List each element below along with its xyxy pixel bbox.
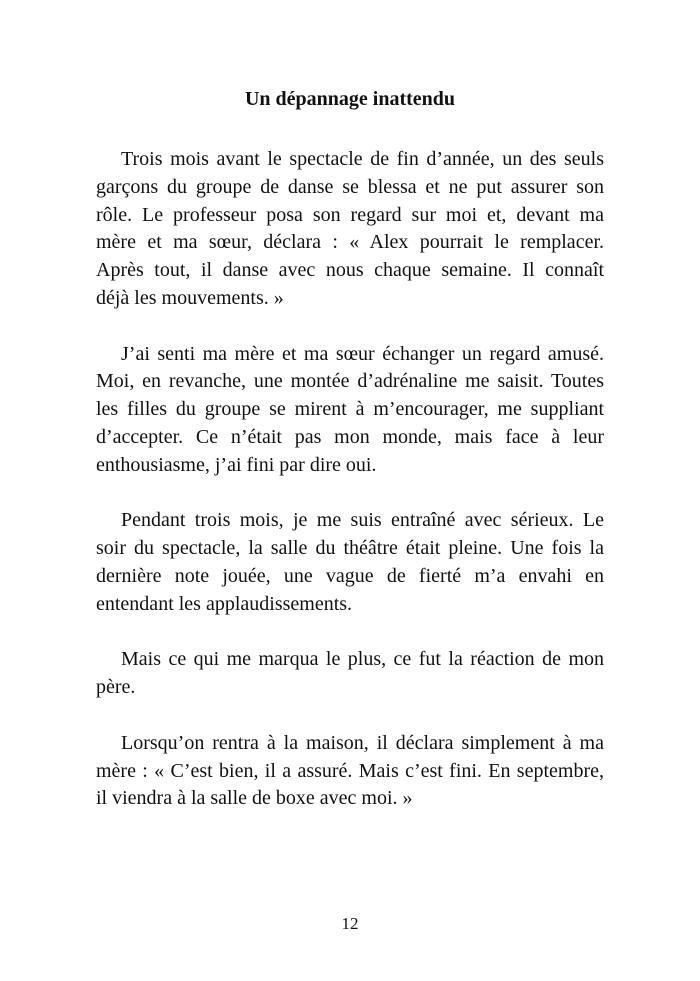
text-line: il viendra à la salle de boxe avec moi. » <box>96 787 413 810</box>
text-line: Moi, en revanche, une montée d’adrénaline me saisit. Toutes <box>96 370 604 393</box>
text-line: Pendant trois mois, je me suis entraîné avec sérieux. Le <box>121 509 604 532</box>
chapter-title: Un dépannage inattendu <box>244 88 456 110</box>
text-line: père. <box>96 676 136 699</box>
paragraph <box>96 146 604 313</box>
text-line: dernière note jouée, une vague de fierté m’a envahi en <box>96 564 604 587</box>
text-line: soir du spectacle, la salle du théâtre était pleine. Une fois la <box>96 537 604 560</box>
text-line: d’accepter. Ce n’était pas mon monde, mais face à leur <box>96 425 604 448</box>
text-line: Trois mois avant le spectacle de fin d’année, un des seuls <box>121 148 604 170</box>
paragraph <box>96 341 604 480</box>
text-line: les filles du groupe se mirent à m’encourager, me suppliant <box>96 398 604 421</box>
text-line: mère et ma sœur, déclara : « Alex pourrait le remplacer. <box>96 231 604 254</box>
paragraph <box>96 730 604 813</box>
text-line: mère : « C’est bien, il a assuré. Mais c’est fini. En septembre, <box>96 759 604 782</box>
text-line: J’ai senti ma mère et ma sœur échanger un regard amusé. <box>121 342 604 365</box>
text-line: rôle. Le professeur posa son regard sur moi et, devant ma <box>96 203 604 226</box>
text-line: déjà les mouvements. » <box>96 286 284 309</box>
text-line: garçons du groupe de danse se blessa et ne put assurer son <box>96 175 604 198</box>
paragraph <box>96 646 604 702</box>
text-line: Lorsqu’on rentra à la maison, il déclara simplement à ma <box>121 731 604 754</box>
paragraph <box>96 507 604 618</box>
text-line: Mais ce qui me marqua le plus, ce fut la réaction de mon <box>121 648 604 671</box>
text-line: entendant les applaudissements. <box>96 592 353 615</box>
text-line: Après tout, il danse avec nous chaque semaine. Il connaît <box>96 259 604 282</box>
text-line: enthousiasme, j’ai fini par dire oui. <box>96 453 377 476</box>
body-text <box>96 146 604 841</box>
page-number: 12 <box>341 914 359 933</box>
